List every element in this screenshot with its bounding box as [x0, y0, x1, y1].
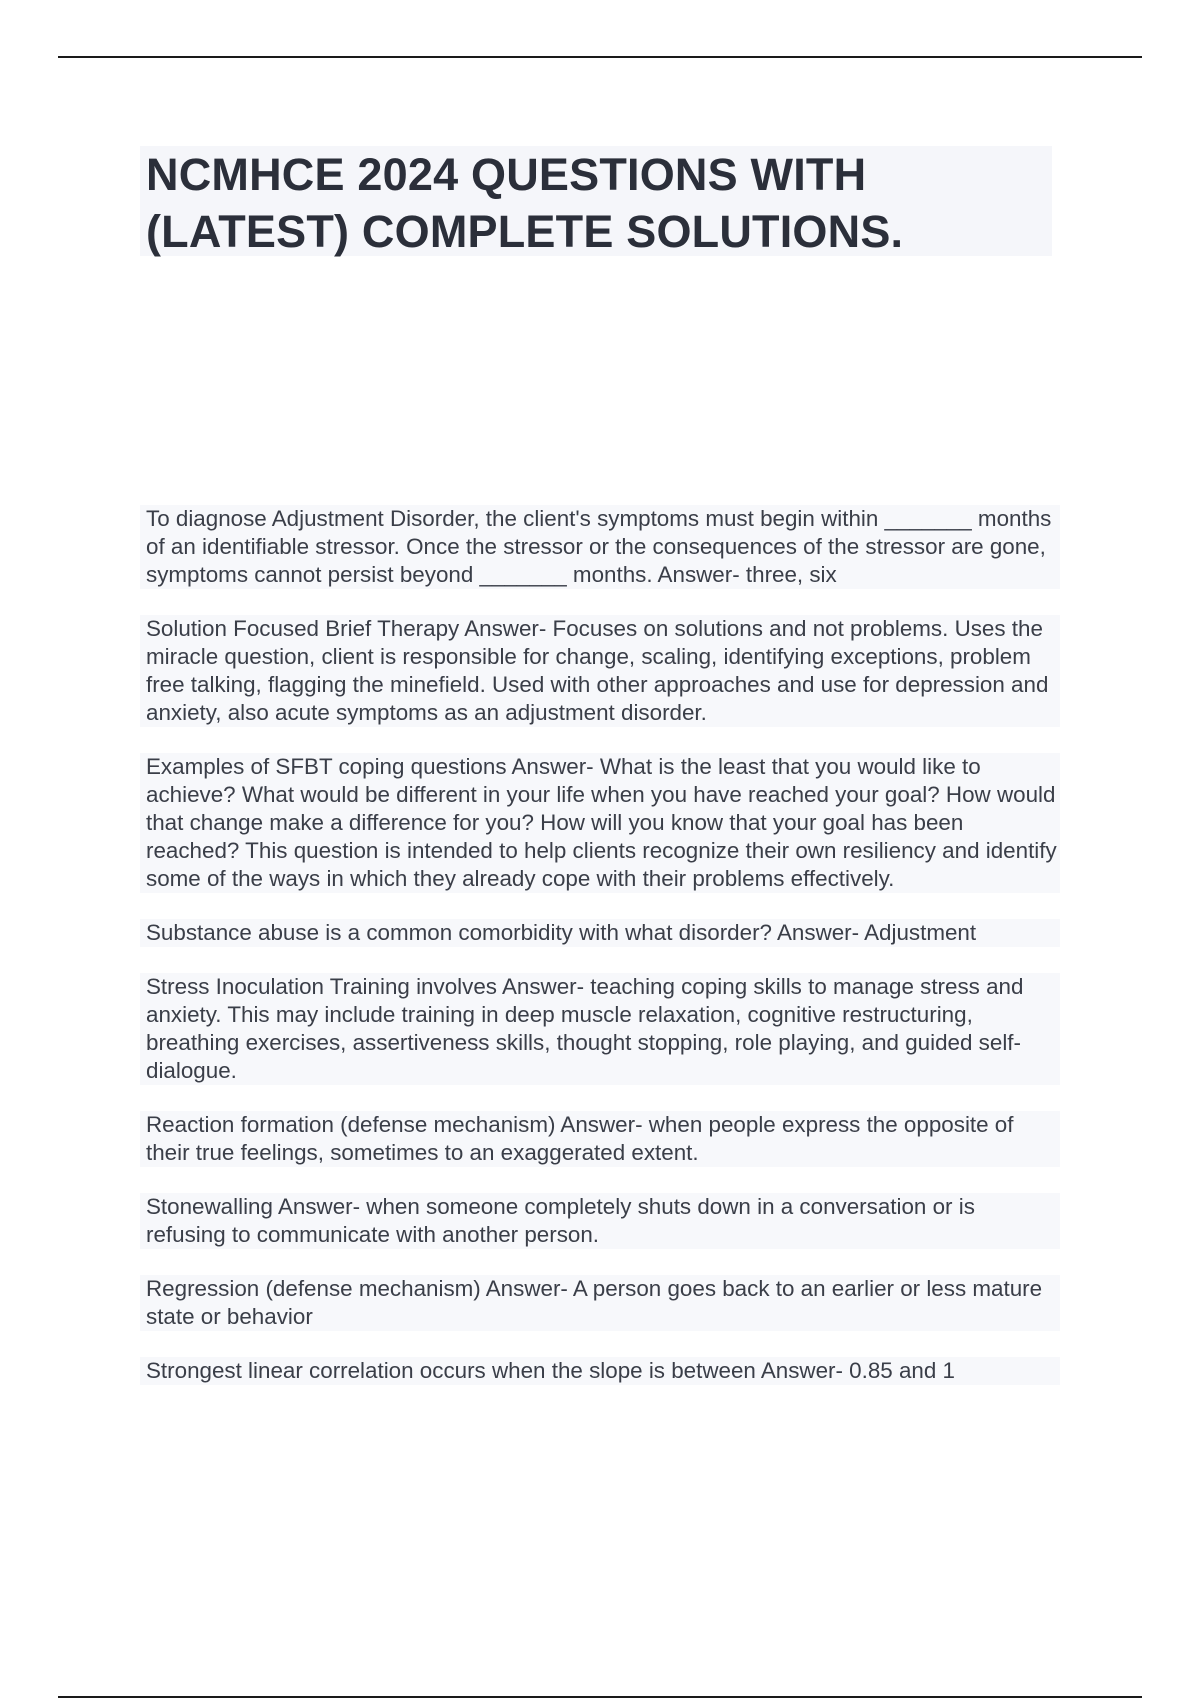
- document-title-block: [140, 146, 1052, 256]
- title-line-1: NCMHCE 2024 QUESTIONS WITH: [146, 149, 867, 200]
- qa-item-sfbt-coping-questions: Examples of SFBT coping questions Answer- What is the least that you would like to achieve? What would be different in your life when you have reached your goal? How would that change make a difference for you? How will you know that your goal has been reached? This question is intended to help clients recognize their own resiliency and identify some of the ways in which they already cope with their problems effectively.: [140, 753, 1060, 893]
- qa-item-stress-inoculation: Stress Inoculation Training involves Answer- teaching coping skills to manage stress and anxiety. This may include training in deep muscle relaxation, cognitive restructuring, breathing exercises, assertiveness skills, thought stopping, role playing, and guided self-dialogue.: [140, 973, 1060, 1085]
- qa-item-linear-correlation: Strongest linear correlation occurs when the slope is between Answer- 0.85 and 1: [140, 1357, 1060, 1385]
- qa-item-adjustment-disorder: To diagnose Adjustment Disorder, the client's symptoms must begin within _______ months of an identifiable stressor. Once the stressor or the consequences of the stressor are gone, symptoms cannot persist beyond _______ months. Answer- three, six: [140, 505, 1060, 589]
- qa-item-regression: Regression (defense mechanism) Answer- A person goes back to an earlier or less mature state or behavior: [140, 1275, 1060, 1331]
- document-title: [140, 146, 1052, 260]
- qa-item-stonewalling: Stonewalling Answer- when someone completely shuts down in a conversation or is refusing to communicate with another person.: [140, 1193, 1060, 1249]
- top-divider: [58, 56, 1142, 58]
- qa-list: [140, 505, 1060, 1411]
- qa-item-reaction-formation: Reaction formation (defense mechanism) Answer- when people express the opposite of their true feelings, sometimes to an exaggerated extent.: [140, 1111, 1060, 1167]
- qa-item-sfbt: Solution Focused Brief Therapy Answer- Focuses on solutions and not problems. Uses the miracle question, client is responsible for change, scaling, identifying exceptions, problem free talking, flagging the minefield. Used with other approaches and use for depression and anxiety, also acute symptoms as an adjustment disorder.: [140, 615, 1060, 727]
- title-line-2: (LATEST) COMPLETE SOLUTIONS.: [146, 206, 904, 257]
- bottom-divider: [58, 1696, 1142, 1698]
- qa-item-substance-abuse: Substance abuse is a common comorbidity with what disorder? Answer- Adjustment: [140, 919, 1060, 947]
